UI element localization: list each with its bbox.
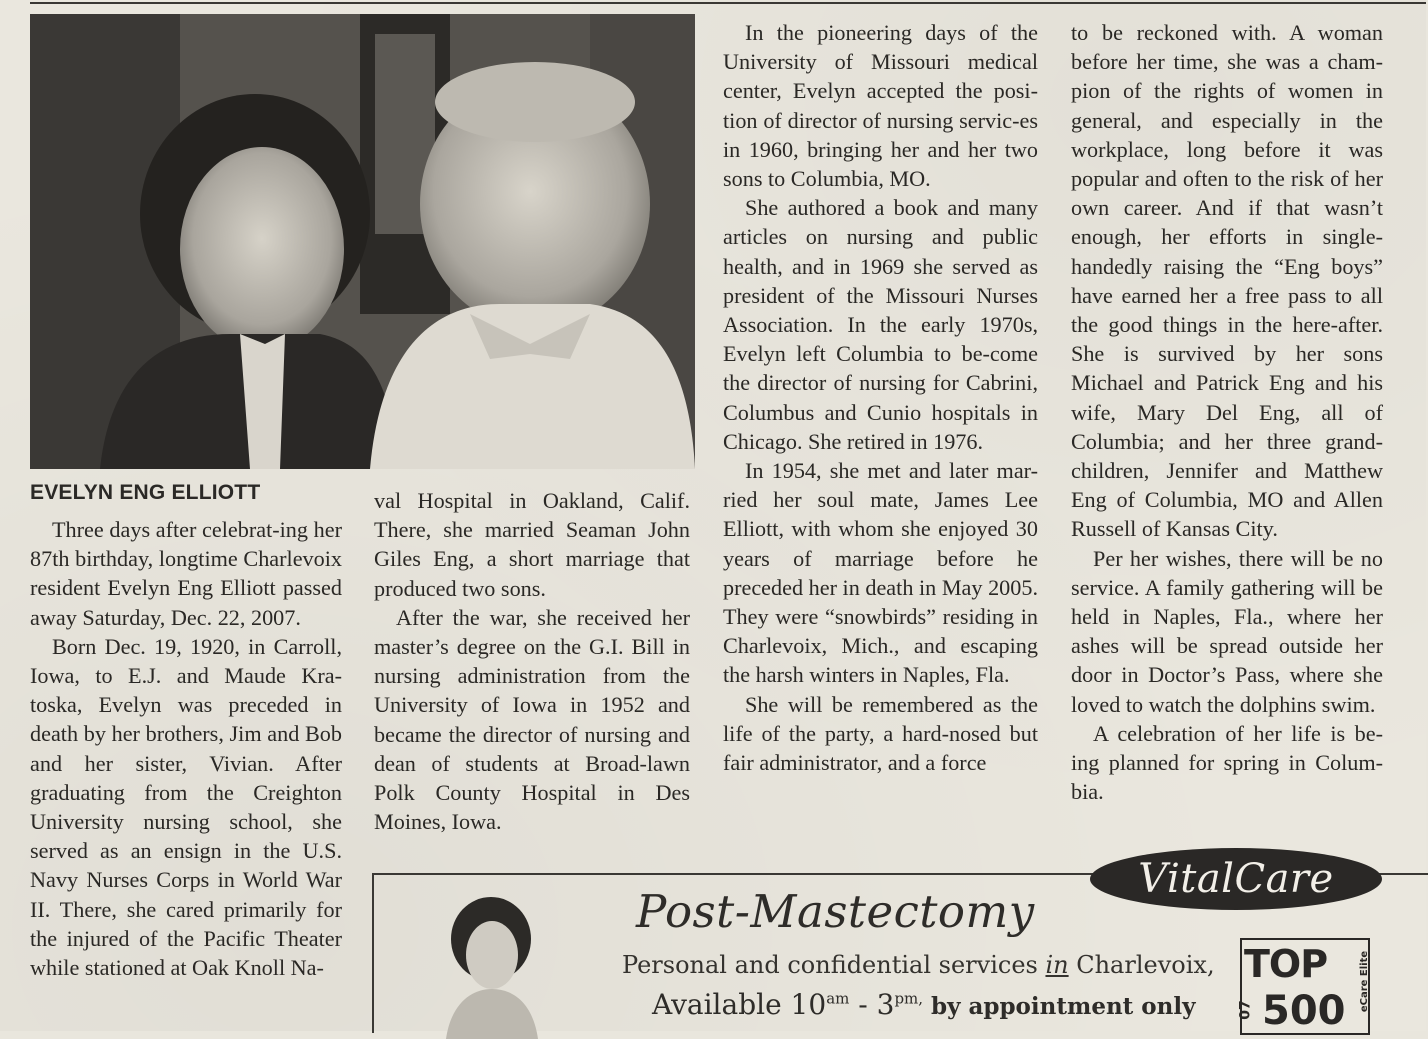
top-500-badge bbox=[1237, 938, 1371, 1035]
article-paragraph: In 1954, she met and later mar-ried her soul mate, James Lee Elliott, with whom she enjoyed 30 years of marriage before he preceded her in death in May 2005. They were “snowbirds” residing in Charlevoix, Mich., and escaping the harsh winters in Naples, Fla. bbox=[723, 458, 1038, 688]
article-paragraph: Per her wishes, there will be no service. A family gathering will be held in Naples, Fla., where her ashes will be spread outside her door in Doctor’s Pass, where she loved to watch the dolphins swim. bbox=[1071, 545, 1383, 717]
ad-hours-pm: pm, bbox=[894, 989, 924, 1008]
ad-appointment: by appointment only bbox=[931, 993, 1196, 1020]
badge-number: 500 bbox=[1262, 988, 1346, 1034]
article-paragraph: After the war, she received her master’s degree on the G.I. Bill in nursing administration from the University of Iowa in 1952 and became the director of nursing and dean of students at Broad-lawn Polk County Hospital in Des Moines, Iowa. bbox=[374, 604, 690, 835]
ad-services-line bbox=[622, 951, 1215, 979]
ad-services-text: Personal and confidential services bbox=[622, 951, 1046, 979]
obituary-photo bbox=[30, 14, 695, 469]
vitalcare-logo: VitalCare bbox=[1090, 848, 1382, 910]
article-paragraph: Born Dec. 19, 1920, in Carroll, Iowa, to E.J. and Maude Kra-toska, Evelyn was preceded in death by her brothers, Jim and Bob and her sister, Vivian. After graduating from the Creighton University nursing school, she served as an ensign in the U.S. Navy Nurses Corps in World War II. There, she cared primarily for the injured of the Pacific Theater while stationed at Oak Knoll Na- bbox=[30, 633, 342, 981]
badge-elite: eCare Elite bbox=[1359, 950, 1371, 1013]
article-paragraph: A celebration of her life is be-ing planned for spring in Colum-bia. bbox=[1071, 720, 1383, 805]
photo-caption: EVELYN ENG ELLIOTT bbox=[30, 481, 261, 504]
article-column-4 bbox=[1071, 18, 1383, 806]
ad-hours-start: Available 10 bbox=[652, 988, 827, 1021]
article-paragraph: to be reckoned with. A woman before her time, she was a cham-pion of the rights of women in general, and especially in the workplace, long before it was popular and often to the risk of her own career. And if that wasn’t enough, her efforts in single-handedly raising the “Eng boys” have earned her a free pass to all the good things in the here-after. She is survived by her sons Michael and Patrick Eng and his wife, Mary Del Eng, all of Columbia; and her three grand-children, Jennifer and Matthew Eng of Columbia, MO and Allen Russell of Kansas City. bbox=[1071, 20, 1383, 542]
ad-hours-am: am bbox=[826, 989, 850, 1008]
article-paragraph: val Hospital in Oakland, Calif. There, she married Seaman John Giles Eng, a short marriage that produced two sons. bbox=[374, 488, 690, 601]
ad-hours-line bbox=[652, 988, 1195, 1021]
article-paragraph: In the pioneering days of the University of Missouri medical center, Evelyn accepted the posi-tion of director of nursing servic-es in 1960, bringing her and her two sons to Columbia, MO. bbox=[723, 20, 1038, 192]
article-paragraph: She will be remembered as the life of the party, a hard-nosed but fair administrator, and a force bbox=[723, 691, 1038, 776]
top-rule bbox=[30, 2, 1426, 4]
article-column-1 bbox=[30, 515, 342, 982]
ad-portrait-icon bbox=[436, 889, 546, 1039]
ad-hours-end: - 3 bbox=[849, 988, 895, 1021]
article-column-3 bbox=[723, 18, 1038, 777]
ad-services-in: in bbox=[1045, 951, 1069, 979]
article-paragraph: She authored a book and many articles on nursing and public health, and in 1969 she served as president of the Missouri Nurses Association. In the early 1970s, Evelyn left Columbia to be-come the director of nursing for Cabrini, Columbus and Cunio hospitals in Chicago. She retired in 1976. bbox=[723, 195, 1038, 454]
ad-title: Post-Mastectomy bbox=[636, 885, 1035, 938]
ad-services-location: Charlevoix, bbox=[1068, 951, 1215, 979]
portrait-photo-icon bbox=[30, 14, 695, 469]
badge-year: 07 bbox=[1237, 1000, 1254, 1020]
badge-top: TOP bbox=[1244, 942, 1328, 986]
article-column-2 bbox=[374, 486, 690, 836]
article-paragraph: Three days after celebrat-ing her 87th birthday, longtime Charlevoix resident Evelyn Eng Elliott passed away Saturday, Dec. 22, 2007. bbox=[30, 517, 342, 630]
